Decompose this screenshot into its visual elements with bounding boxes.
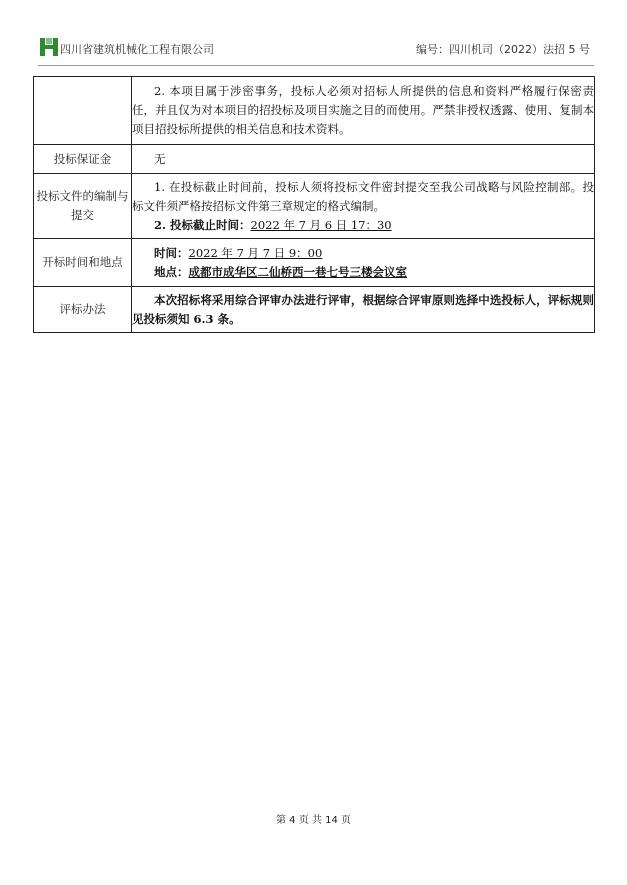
header-divider: [38, 65, 594, 66]
opening-location-line: [132, 263, 594, 282]
opening-label: 开标时间和地点: [34, 239, 132, 287]
table-row-deposit: [34, 145, 595, 174]
company-name: 四川省建筑机械化工程有限公司: [60, 43, 214, 56]
deadline-value: 2022 年 7 月 6 日 17：30: [250, 217, 392, 232]
evaluation-label: 评标办法: [34, 287, 132, 333]
opening-time-line: [132, 244, 594, 263]
opening-time-label: 时间：: [154, 245, 189, 260]
page-header: [38, 38, 594, 58]
opening-location-value: 成都市成华区二仙桥西一巷七号三楼会议室: [188, 264, 407, 279]
row-label-empty: [34, 77, 132, 145]
opening-location-label: 地点：: [154, 264, 189, 279]
preparation-item-1: 1. 在投标截止时间前，投标人须将投标文件密封提交至我公司战略与风险控制部。投标文件须严格按招标文件第三章规定的格式编制。: [132, 179, 594, 213]
confidentiality-clause: [132, 77, 595, 145]
opening-cell: [132, 239, 595, 287]
company-logo-icon: [40, 38, 58, 56]
document-number: 编号：四川机司（2022）法招 5 号: [416, 43, 590, 56]
tender-info-table: [33, 76, 595, 333]
preparation-label: 投标文件的编制与提交: [34, 174, 132, 239]
deadline-line: [132, 216, 594, 235]
evaluation-cell: [132, 287, 595, 333]
table-row-preparation: [34, 174, 595, 239]
deposit-cell: [132, 145, 595, 174]
confidentiality-text: 2. 本项目属于涉密事务，投标人必须对招标人所提供的信息和资料严格履行保密责任，并且仅为对本项目的招投标及项目实施之目的而使用。严禁非授权透露、使用、复制本项目招投标所提供的相关信息和技术资料。: [132, 84, 594, 136]
table-row-evaluation: [34, 287, 595, 333]
page-number: 第 4 页 共 14 页: [276, 815, 351, 826]
table-row-confidentiality: [34, 77, 595, 145]
preparation-cell: [132, 174, 595, 239]
deposit-label: 投标保证金: [34, 145, 132, 174]
opening-time-value: 2022 年 7 月 7 日 9：00: [188, 245, 323, 260]
table-row-opening: [34, 239, 595, 287]
deposit-value: 无: [154, 151, 166, 166]
deadline-label: 2. 投标截止时间：: [154, 217, 251, 232]
evaluation-text: 本次招标将采用综合评审办法进行评审，根据综合评审原则选择中选投标人，评标规则见投标须知 6.3 条。: [132, 292, 594, 326]
